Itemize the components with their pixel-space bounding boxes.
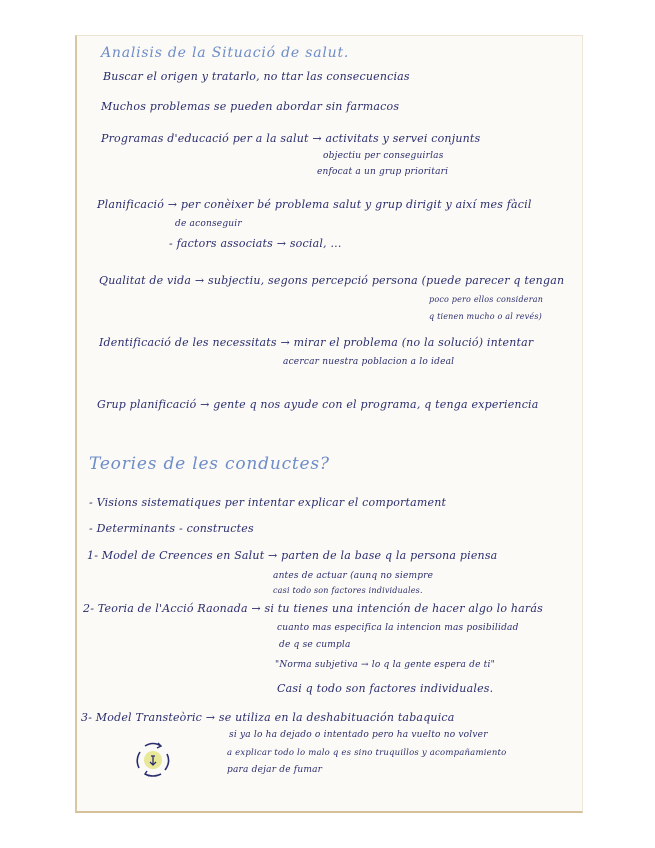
page-title: Analisis de la Situació de salut. (101, 45, 350, 61)
bullet-line: - Determinants - constructes (89, 522, 254, 535)
model-line: 3- Model Transteòric → se utiliza en la deshabituación tabaquica (81, 711, 455, 724)
note-line: Grup planificació → gente q nos ayude con el programa, q tenga experiencia (97, 398, 539, 411)
notebook-page (75, 35, 583, 813)
note-line: poco pero ellos consideran (429, 295, 544, 304)
model-line: a explicar todo lo malo q es sino truquillos y acompañamiento (227, 748, 507, 758)
model-line: 1- Model de Creences en Salut → parten de la base q la persona piensa (87, 549, 498, 562)
model-line: Casi q todo son factores individuales. (277, 682, 494, 695)
section-title: Teories de les conductes? (89, 454, 330, 474)
note-line: q tienen mucho o al revés) (429, 312, 542, 321)
note-line: Buscar el origen y tratarlo, no ttar las consecuencias (103, 70, 410, 83)
note-line: Muchos problemas se pueden abordar sin farmacos (101, 100, 400, 113)
note-line: Qualitat de vida → subjectiu, segons percepció persona (puede parecer q tengan (99, 274, 565, 287)
model-line: de q se cumpla (279, 640, 351, 650)
model-line: para dejar de fumar (227, 765, 323, 775)
model-line: "Norma subjetiva → lo q la gente espera de ti" (275, 660, 495, 670)
note-line: Identificació de les necessitats → mirar el problema (no la solució) intentar (99, 336, 534, 349)
model-line: casi todo son factores individuales. (273, 586, 423, 595)
model-line: si ya lo ha dejado o intentado pero ha vuelto no volver (229, 730, 488, 740)
note-line: enfocat a un grup prioritari (317, 167, 449, 177)
cycle-arrows-icon (131, 738, 175, 782)
model-line: antes de actuar (aunq no siempre (273, 571, 434, 581)
note-line: objectiu per conseguirlas (323, 151, 444, 161)
note-line: Planificació → per conèixer bé problema salut y grup dirigit y així mes fàcil (97, 198, 532, 211)
note-line: de aconseguir (175, 219, 242, 229)
note-line: - factors associats → social, ... (169, 237, 342, 250)
note-line: Programas d'educació per a la salut → activitats y servei conjunts (101, 132, 481, 145)
note-line: acercar nuestra poblacion a lo ideal (283, 357, 455, 367)
bullet-line: - Visions sistematiques per intentar explicar el comportament (89, 496, 447, 509)
model-line: cuanto mas especifica la intencion mas posibilidad (277, 623, 519, 633)
model-line: 2- Teoria de l'Acció Raonada → si tu tienes una intención de hacer algo lo harás (83, 602, 543, 615)
